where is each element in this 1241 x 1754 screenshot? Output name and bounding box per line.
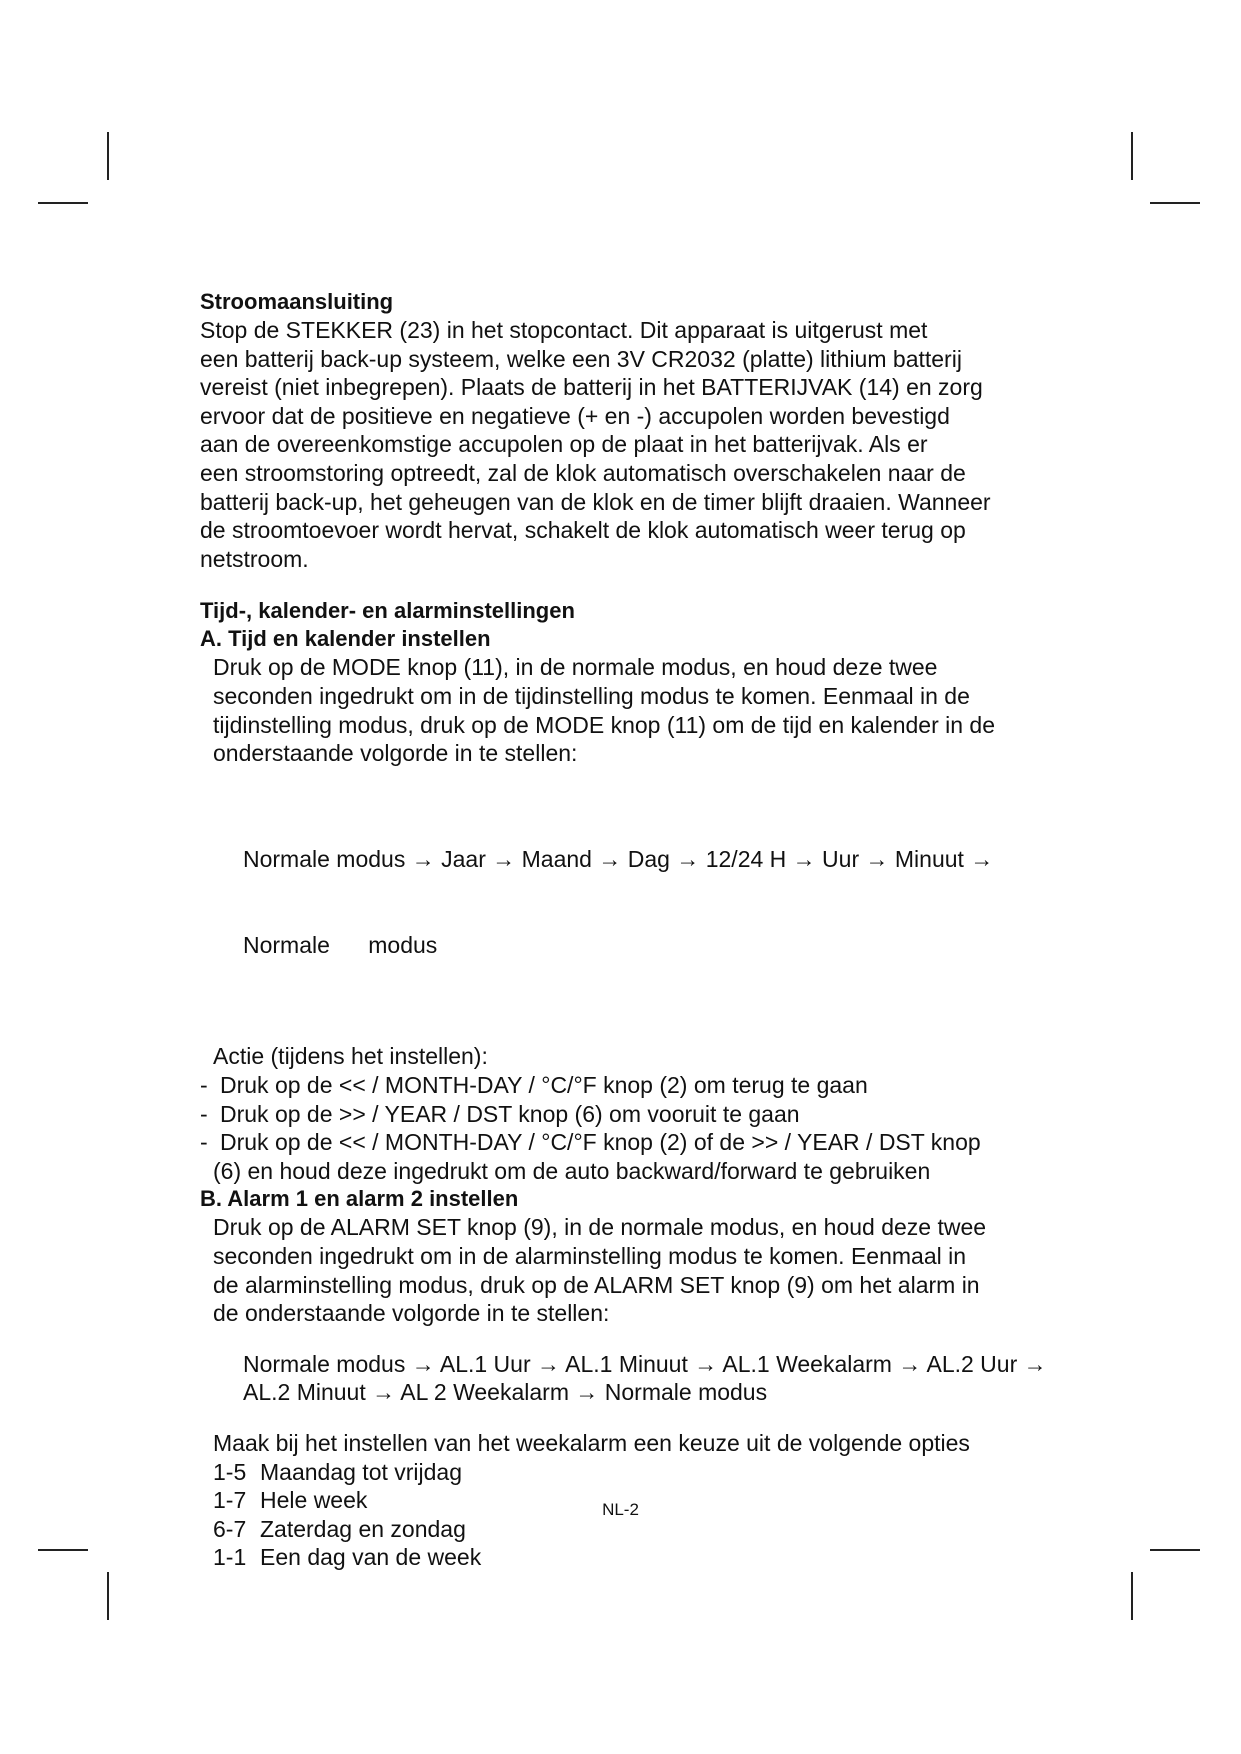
sequence-line: AL.2 Minuut → AL 2 Weekalarm → Normale modus	[243, 1379, 768, 1406]
crop-mark-top-left-horizontal	[38, 202, 88, 204]
sequence-line: Normale modus → AL.1 Uur → AL.1 Minuut → AL.1 Weekalarm → AL.2 Uur →	[243, 1350, 1047, 1377]
option-label: Hele week	[260, 1487, 368, 1514]
option-code: 1-5	[213, 1458, 247, 1485]
subheading-alarm: B. Alarm 1 en alarm 2 instellen	[200, 1186, 519, 1212]
text-line: de stroomtoevoer wordt hervat, schakelt de klok automatisch weer terug op	[200, 517, 966, 544]
option-code: 6-7	[213, 1515, 247, 1542]
action-label: Actie (tijdens het instellen):	[213, 1043, 488, 1070]
crop-mark-top-right-horizontal	[1150, 202, 1200, 204]
text-line: de onderstaande volgorde in te stellen:	[213, 1300, 610, 1327]
text-line: onderstaande volgorde in te stellen:	[213, 740, 578, 767]
text-line: aan de overeenkomstige accupolen op de plaat in het batterijvak. Als er	[200, 431, 928, 458]
text-line: een batterij back-up systeem, welke een 3V CR2032 (platte) lithium batterij	[200, 345, 962, 372]
text-line: seconden ingedrukt om in de alarminstelling modus te komen. Eenmaal in	[213, 1243, 967, 1270]
crop-mark-bottom-left-horizontal	[38, 1549, 88, 1551]
text-line: seconden ingedrukt om in de tijdinstelling modus te komen. Eenmaal in de	[213, 682, 970, 709]
crop-mark-bottom-left-vertical	[107, 1572, 109, 1620]
alarm-paragraph	[200, 1213, 1080, 1327]
text-line: een stroomstoring optreedt, zal de klok automatisch overschakelen naar de	[200, 459, 966, 486]
document-body	[200, 288, 1080, 1572]
text-line: Stop de STEKKER (23) in het stopcontact. Dit apparaat is uitgerust met	[200, 317, 928, 343]
action-list	[200, 1071, 1080, 1185]
power-paragraph	[200, 316, 1080, 573]
option-label: Een dag van de week	[260, 1544, 482, 1571]
time-setting-sequence	[200, 788, 1080, 1017]
text-line: vereist (niet inbegrepen). Plaats de batterij in het BATTERIJVAK (14) en zorg	[200, 374, 983, 401]
text-line: batterij back-up, het geheugen van de klok en de timer blijft draaien. Wanneer	[200, 488, 991, 515]
dash-bullet: -	[200, 1129, 208, 1156]
section-heading-power: Stroomaansluiting	[200, 289, 394, 314]
list-item	[200, 1543, 1080, 1572]
alarm-setting-sequence	[200, 1350, 1080, 1407]
crop-mark-top-left-vertical	[107, 132, 109, 180]
text-line: netstroom.	[200, 545, 309, 572]
crop-mark-bottom-right-vertical	[1131, 1572, 1133, 1620]
dash-bullet: -	[200, 1072, 208, 1099]
text-line: de alarminstelling modus, druk op de ALARM SET knop (9) om het alarm in	[213, 1271, 980, 1298]
option-code: 1-1	[213, 1544, 247, 1571]
sequence-line: Normale modus	[243, 931, 438, 958]
list-item	[200, 1100, 1080, 1129]
text-line: Druk op de MODE knop (11), in de normale modus, en houd deze twee	[213, 654, 938, 681]
list-item-text: Druk op de << / MONTH-DAY / °C/°F knop (2) om terug te gaan	[220, 1072, 868, 1099]
sequence-line: Normale modus → Jaar → Maand → Dag → 12/24 H → Uur → Minuut →	[243, 845, 994, 872]
option-code: 1-7	[213, 1487, 247, 1514]
list-item	[200, 1128, 1080, 1157]
text-line: Druk op de ALARM SET knop (9), in de normale modus, en houd deze twee	[213, 1214, 987, 1241]
text-line: ervoor dat de positieve en negatieve (+ en -) accupolen worden bevestigd	[200, 402, 950, 429]
crop-mark-bottom-right-horizontal	[1150, 1549, 1200, 1551]
section-heading-settings: Tijd-, kalender- en alarminstellingen	[200, 598, 575, 624]
list-item-text: Druk op de << / MONTH-DAY / °C/°F knop (2) of de >> / YEAR / DST knop	[220, 1129, 981, 1156]
crop-mark-top-right-vertical	[1131, 132, 1133, 180]
dash-bullet: -	[200, 1100, 208, 1127]
subheading-time-calendar: A. Tijd en kalender instellen	[200, 626, 491, 652]
list-item	[200, 1458, 1080, 1487]
option-label: Maandag tot vrijdag	[260, 1458, 463, 1485]
option-label: Zaterdag en zondag	[260, 1515, 466, 1542]
page-number: NL-2	[602, 1500, 639, 1519]
list-item	[200, 1071, 1080, 1100]
list-item-continuation: (6) en houd deze ingedrukt om de auto backward/forward te gebruiken	[213, 1157, 931, 1184]
time-calendar-paragraph	[200, 653, 1080, 767]
list-item-text: Druk op de >> / YEAR / DST knop (6) om vooruit te gaan	[220, 1100, 800, 1127]
options-intro: Maak bij het instellen van het weekalarm een keuze uit de volgende opties	[213, 1430, 970, 1456]
text-line: tijdinstelling modus, druk op de MODE knop (11) om de tijd en kalender in de	[213, 711, 995, 738]
